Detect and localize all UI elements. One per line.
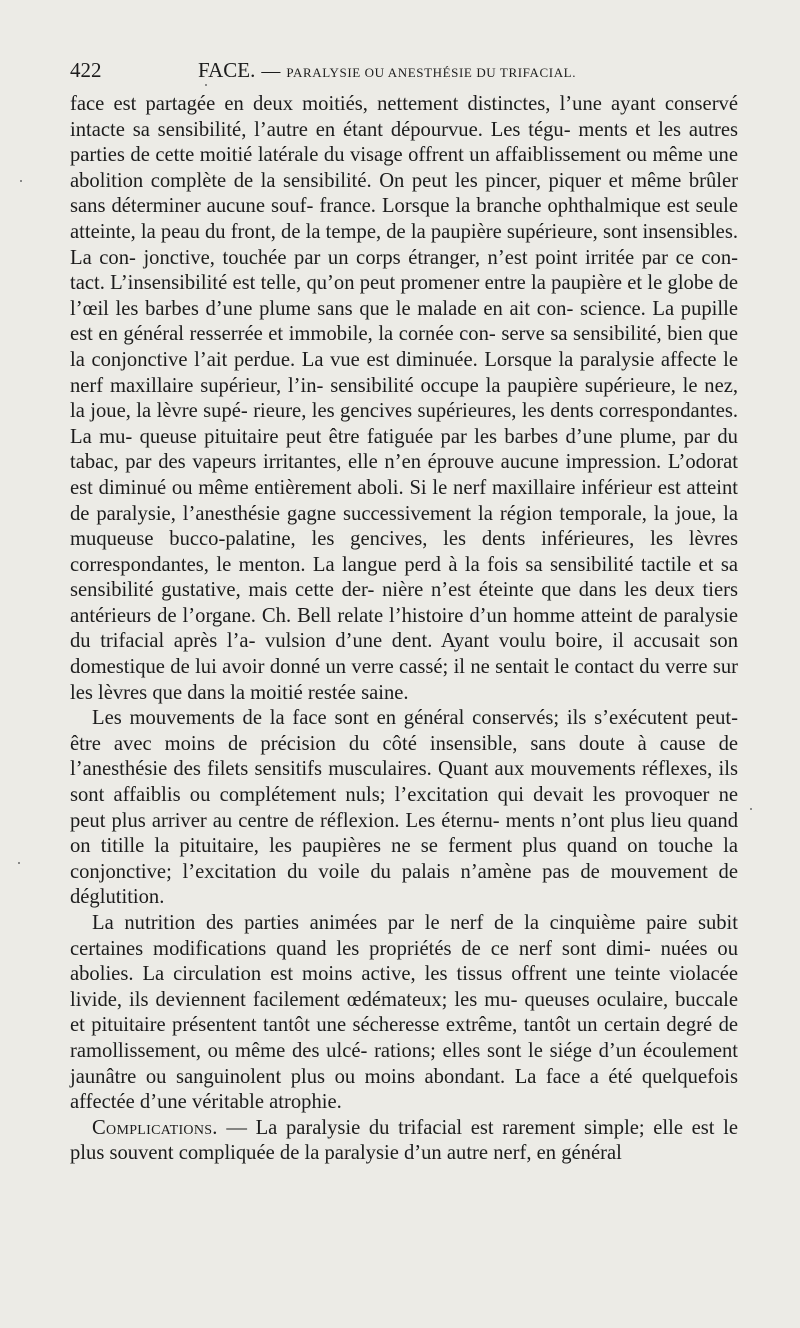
text-line: face est partagée en deux moitiés, nettement distinctes, l’une ayant bbox=[70, 93, 656, 115]
text-line: relate l’histoire d’un homme atteint de paralysie du trifacial après l’a- bbox=[70, 604, 738, 653]
text-line: L’odorat est diminué ou même entièrement aboli. Si le nerf maxillaire bbox=[70, 451, 738, 499]
text-line: ferment plus quand on touche la conjonctive; l’excitation du voile du bbox=[70, 835, 738, 883]
text-line: rieure, les gencives supérieures, les dents correspondantes. La mu- bbox=[70, 400, 738, 448]
running-head-main: FACE. bbox=[198, 58, 256, 82]
text-line: front, de la tempe, de la paupière supérieure, sont insensibles. La con- bbox=[70, 220, 738, 269]
page-number: 422 bbox=[70, 58, 102, 82]
text-line: les provoquer ne peut plus arriver au centre de réflexion. Les éternu- bbox=[70, 784, 739, 832]
running-head-dash: — bbox=[261, 61, 281, 82]
section-label: Complications. bbox=[92, 1116, 218, 1139]
text-line: inférieur est atteint de paralysie, l’anesthésie gagne successivement la bbox=[70, 476, 738, 525]
text-line: ments et les autres parties de cette moitié latérale du visage offrent un bbox=[70, 118, 738, 167]
paragraph bbox=[70, 911, 738, 1116]
text-line: conservé intacte sa sensibilité, l’autre en étant dépourvue. Les tégu- bbox=[70, 93, 738, 141]
text-line: affaiblissement ou même une abolition complète de la sensibilité. On bbox=[70, 144, 738, 192]
print-speck bbox=[750, 808, 752, 810]
text-line: nuées ou abolies. La circulation est moins active, les tissus offrent une bbox=[70, 937, 738, 986]
text-line: tact. L’insensibilité est telle, qu’on peut promener entre la paupière et bbox=[70, 272, 643, 295]
text-line: le plus souvent compliquée de la paralysie d’un autre nerf, en général bbox=[70, 1116, 738, 1165]
text-line: à la fois sa sensibilité tactile et sa sensibilité gustative, mais cette der- bbox=[70, 553, 738, 602]
text-line: Les mouvements de la face sont en général conservés; ils s’exécutent bbox=[92, 707, 688, 730]
text-line: avoir donné un verre cassé; il ne sentait le contact du verre sur les lèvres bbox=[70, 656, 738, 704]
text-line: queuses oculaire, buccale et pituitaire présentent tantôt une sécheresse bbox=[70, 988, 738, 1037]
text-line: subit certaines modifications quand les propriétés de ce nerf sont dimi- bbox=[70, 912, 738, 960]
text-line: rations; elles sont le siége d’un écoulement jaunâtre ou sanguinolent bbox=[70, 1039, 738, 1088]
text-line: atrophie. bbox=[269, 1091, 342, 1114]
text-line: ments n’ont plus lieu quand on titille la pituitaire, les paupières ne se bbox=[70, 809, 739, 858]
text-line: La nutrition des parties animées par le nerf de la cinquième paire bbox=[92, 912, 688, 934]
text-line: plus ou moins abondant. La face a été quelquefois affectée d’une véritable bbox=[70, 1065, 738, 1114]
print-speck bbox=[205, 84, 207, 86]
page-header bbox=[70, 58, 740, 84]
text-line: réflexes, ils sont affaiblis ou complétement nuls; l’excitation qui devait bbox=[70, 758, 738, 807]
paragraph bbox=[70, 706, 738, 911]
text-line: science. La pupille est en général resserrée et immobile, la cornée con- bbox=[70, 297, 738, 346]
text-line: palais n’amène pas de mouvement de déglutition. bbox=[70, 860, 738, 909]
text-line: sensibilité occupe la paupière supérieure, le nez, la joue, la lèvre supé- bbox=[70, 374, 739, 423]
body-text bbox=[70, 92, 738, 1167]
text-line: peut-être avec moins de précision du côté insensible, sans doute à cause bbox=[70, 707, 739, 755]
paragraph bbox=[70, 92, 738, 706]
text-line: nière n’est éteinte que dans les deux tiers antérieurs de l’organe. Ch. Bell bbox=[70, 579, 738, 627]
text-line: jonctive, touchée par un corps étranger, n’est point irritée par ce con- bbox=[143, 246, 738, 269]
running-head bbox=[198, 58, 576, 83]
text-line: le globe de l’œil les barbes d’une plume sans que le malade en ait con- bbox=[70, 272, 738, 320]
text-line: peut les pincer, piquer et même brûler sans déterminer aucune souf- bbox=[70, 169, 738, 218]
text-line: que dans la moitié restée saine. bbox=[152, 681, 409, 704]
print-speck bbox=[18, 862, 20, 864]
text-line: extrême, tantôt un certain degré de ramollissement, ou même des ulcé- bbox=[70, 1014, 739, 1062]
text-line: france. Lorsque la branche ophthalmique est seule atteinte, la peau du bbox=[70, 195, 738, 243]
text-line: de l’anesthésie des filets sensitifs musculaires. Quant aux mouvements bbox=[70, 732, 739, 781]
text-line: vulsion d’une dent. Ayant voulu boire, il accusait son domestique de lui bbox=[70, 630, 738, 679]
text-line: teinte violacée livide, ils deviennent facilement œdémateux; les mu- bbox=[70, 963, 738, 1011]
print-speck bbox=[20, 180, 22, 182]
text-line: diminuée. Lorsque la paralysie affecte le nerf maxillaire supérieur, l’in- bbox=[70, 348, 738, 397]
running-head-subtitle: PARALYSIE OU ANESTHÉSIE DU TRIFACIAL. bbox=[286, 65, 577, 80]
text-line: dents inférieures, les lèvres correspondantes, le menton. La langue perd bbox=[70, 528, 738, 576]
text-line: serve sa sensibilité, bien que la conjonctive l’ait perdue. La vue est bbox=[70, 323, 738, 371]
text-line: tabac, par des vapeurs irritantes, elle n’en éprouve aucune impression. bbox=[70, 451, 662, 474]
text-line: — La paralysie du trifacial est rarement simple; elle est bbox=[226, 1116, 715, 1139]
paragraph bbox=[70, 1116, 738, 1167]
text-line: queuse pituitaire peut être fatiguée par les barbes d’une plume, par du bbox=[139, 425, 738, 448]
text-line: région temporale, la joue, la muqueuse bucco-palatine, les gencives, les bbox=[70, 502, 738, 551]
